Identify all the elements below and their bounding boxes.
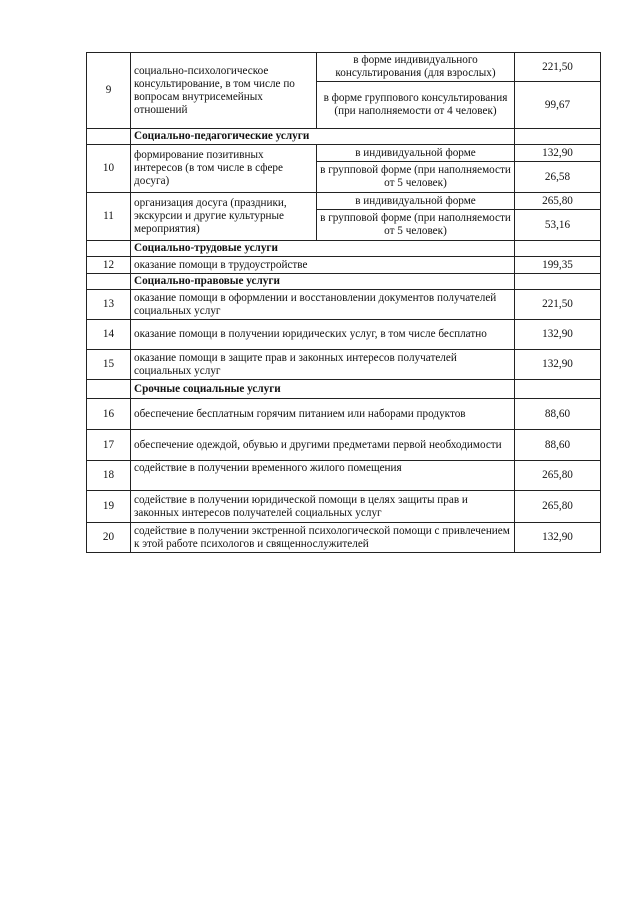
service-price: 132,90: [515, 523, 601, 553]
service-price: 132,90: [515, 145, 601, 162]
section-header-row: [87, 241, 601, 257]
service-price: 221,50: [515, 290, 601, 320]
row-number: 18: [87, 461, 131, 491]
service-form: в форме индивидуального консультирования (для взрослых): [317, 53, 515, 82]
service-form: в индивидуальной форме: [317, 145, 515, 162]
service-name: оказание помощи в получении юридических услуг, в том числе бесплатно: [131, 320, 515, 350]
table-row: [87, 491, 601, 523]
service-name: социально-психологическое консультирование, в том числе по вопросам внутрисемейных отношений: [131, 53, 317, 129]
row-number: 14: [87, 320, 131, 350]
section-header-row: [87, 380, 601, 399]
table-row: [87, 53, 601, 82]
row-number: 17: [87, 430, 131, 461]
service-price: 88,60: [515, 430, 601, 461]
table-row: [87, 461, 601, 491]
table-row: [87, 399, 601, 430]
row-number: 19: [87, 491, 131, 523]
table-row: [87, 350, 601, 380]
service-price: 132,90: [515, 320, 601, 350]
table-row: [87, 257, 601, 274]
table-row: [87, 430, 601, 461]
service-name: содействие в получении экстренной психологической помощи с привлечением к этой работе психологов и священнослужителей: [131, 523, 515, 553]
service-name: содействие в получении юридической помощи в целях защиты прав и законных интересов получателей социальных услуг: [131, 491, 515, 523]
row-number: 10: [87, 145, 131, 193]
service-name: формирование позитивных интересов (в том числе в сфере досуга): [131, 145, 317, 193]
service-name: оказание помощи в трудоустройстве: [131, 257, 515, 274]
service-price: 88,60: [515, 399, 601, 430]
service-form: в групповой форме (при наполняемости от 5 человек): [317, 210, 515, 241]
row-number: 16: [87, 399, 131, 430]
table-row: [87, 145, 601, 162]
table-row: [87, 290, 601, 320]
section-title: Срочные социальные услуги: [131, 380, 515, 399]
service-form: в форме группового консультирования (при наполняемости от 4 человек): [317, 82, 515, 129]
row-number: 12: [87, 257, 131, 274]
service-price: 99,67: [515, 82, 601, 129]
service-price: 199,35: [515, 257, 601, 274]
service-price: 53,16: [515, 210, 601, 241]
section-header-row: [87, 129, 601, 145]
service-name: обеспечение бесплатным горячим питанием или наборами продуктов: [131, 399, 515, 430]
section-header-row: [87, 274, 601, 290]
service-name: оказание помощи в защите прав и законных интересов получателей социальных услуг: [131, 350, 515, 380]
service-price: 265,80: [515, 491, 601, 523]
section-title: Социально-педагогические услуги: [131, 129, 515, 145]
service-price: 265,80: [515, 193, 601, 210]
row-number: 15: [87, 350, 131, 380]
service-price: 132,90: [515, 350, 601, 380]
service-name: организация досуга (праздники, экскурсии и другие культурные мероприятия): [131, 193, 317, 241]
row-number: 11: [87, 193, 131, 241]
service-name: оказание помощи в оформлении и восстановлении документов получателей социальных услуг: [131, 290, 515, 320]
service-form: в групповой форме (при наполняемости от 5 человек): [317, 162, 515, 193]
service-price: 221,50: [515, 53, 601, 82]
service-price: 265,80: [515, 461, 601, 491]
table-row: [87, 193, 601, 210]
service-price: 26,58: [515, 162, 601, 193]
table-row: [87, 523, 601, 553]
section-title: Социально-трудовые услуги: [131, 241, 515, 257]
table-row: [87, 320, 601, 350]
price-table: [86, 52, 601, 553]
row-number: 20: [87, 523, 131, 553]
section-title: Социально-правовые услуги: [131, 274, 515, 290]
row-number: 9: [87, 53, 131, 129]
service-name: содействие в получении временного жилого помещения: [131, 461, 515, 491]
service-name: обеспечение одеждой, обувью и другими предметами первой необходимости: [131, 430, 515, 461]
row-number: 13: [87, 290, 131, 320]
service-form: в индивидуальной форме: [317, 193, 515, 210]
